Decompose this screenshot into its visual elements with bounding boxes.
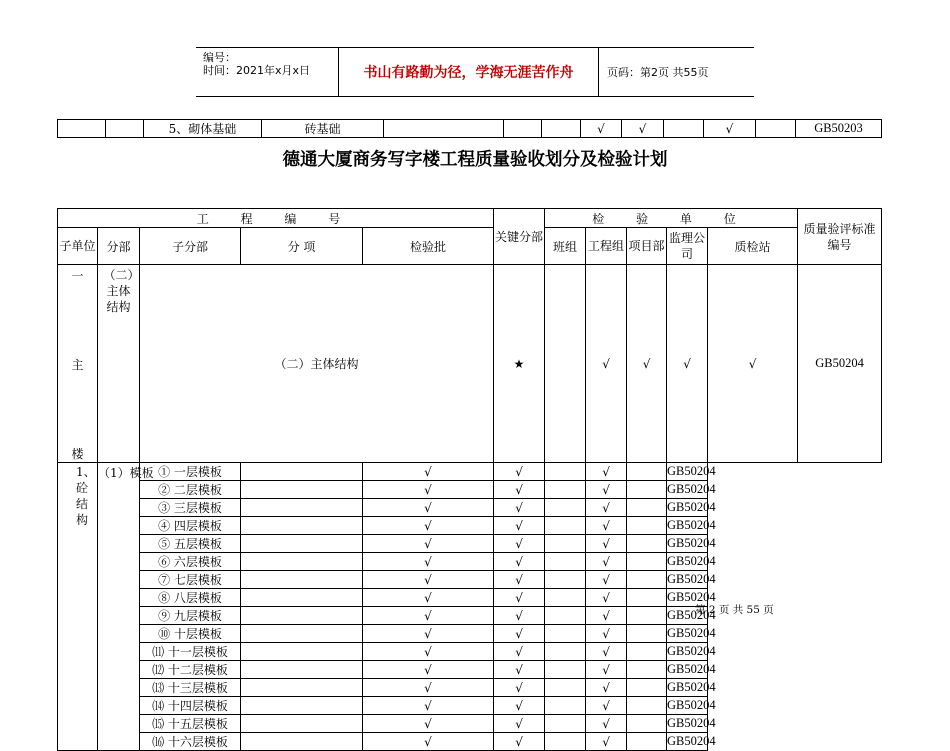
eng-cell: √ [494,697,545,715]
key-cell [241,553,363,571]
qc-cell [627,517,667,535]
prev-row-cell: GB50203 [796,120,882,138]
key-cell [241,679,363,697]
proj-cell [545,571,586,589]
col-header-key-division: 关键分部 [494,209,545,265]
subunit-main: 主 [71,358,84,372]
proj-cell [545,733,586,751]
qc-cell [627,697,667,715]
batch-cell: ⑾ 十一层模板 [140,643,241,661]
table-row [58,571,882,589]
eng-cell: √ [494,553,545,571]
page-footer: 第 2 页 共 55 页 [695,604,774,616]
proj-cell [545,607,586,625]
prev-row-cell: 砖基础 [262,120,384,138]
qc-cell [627,607,667,625]
qc-cell [627,499,667,517]
batch-cell: ⑧ 八层模板 [140,589,241,607]
key-cell [241,481,363,499]
document-title: 德通大厦商务写字楼工程质量验收划分及检验计划 [282,150,668,170]
standard-cell: GB50204 [667,625,708,643]
standard-cell: GB50204 [667,589,708,607]
division-row-team [545,265,586,463]
proj-cell [545,715,586,733]
prev-row-cell [384,120,504,138]
key-cell [241,697,363,715]
team-cell: √ [363,643,494,661]
proj-cell [545,589,586,607]
batch-cell: ⑤ 五层模板 [140,535,241,553]
batch-cell: ④ 四层模板 [140,517,241,535]
proj-cell [545,679,586,697]
key-cell [241,607,363,625]
table-row [58,553,882,571]
qc-cell [627,589,667,607]
key-cell [241,463,363,481]
sup-cell: √ [586,697,627,715]
sup-cell: √ [586,553,627,571]
key-cell [241,517,363,535]
standard-cell: GB50204 [667,607,708,625]
sup-cell: √ [586,517,627,535]
prev-row-cell [504,120,542,138]
standard-cell: GB50204 [667,715,708,733]
subunit-cell [58,265,98,463]
prev-row-cell [664,120,704,138]
eng-cell: √ [494,535,545,553]
col-header-subdivision: 子分部 [140,228,241,265]
division-row-key: ★ [494,265,545,463]
batch-cell: ⒁ 十四层模板 [140,697,241,715]
batch-cell: ⒂ 十五层模板 [140,715,241,733]
proj-cell [545,499,586,517]
table-row [58,661,882,679]
batch-cell: ⒃ 十六层模板 [140,733,241,751]
qc-cell [627,643,667,661]
sup-cell: √ [586,715,627,733]
division-cell: （二）主体结构 [98,265,140,463]
sup-cell: √ [586,463,627,481]
col-header-team: 班组 [545,228,586,265]
table-row [58,499,882,517]
eng-cell: √ [494,481,545,499]
batch-cell: ⑥ 六层模板 [140,553,241,571]
subunit-building: 楼 [71,447,84,461]
division-row-label: （二）主体结构 [140,265,494,463]
header-page-label: 页码：第2页 共55页 [607,66,709,79]
prev-row-cell [756,120,796,138]
header-time-label: 时间：2021年x月x日 [203,64,311,77]
standard-cell: GB50204 [667,481,708,499]
key-cell [241,571,363,589]
page-header [196,47,754,97]
proj-cell [545,463,586,481]
sup-cell: √ [586,589,627,607]
prev-row-cell [542,120,581,138]
division-row-sup: √ [667,265,708,463]
standard-cell: GB50204 [667,463,708,481]
eng-cell: √ [494,499,545,517]
team-cell: √ [363,661,494,679]
prev-row-cell: 5、砌体基础 [144,120,262,138]
standard-cell: GB50204 [667,553,708,571]
table-row [58,715,882,733]
key-cell [241,625,363,643]
sup-cell: √ [586,679,627,697]
key-cell [241,715,363,733]
standard-cell: GB50204 [667,571,708,589]
proj-cell [545,517,586,535]
group-header-project: 工 程 编 号 [58,209,494,228]
eng-cell: √ [494,607,545,625]
col-header-standard: 质量验评标准编号 [798,209,882,265]
table-row [58,679,882,697]
inspection-plan-table [57,208,882,751]
key-cell [241,661,363,679]
sup-cell: √ [586,643,627,661]
team-cell: √ [363,553,494,571]
eng-cell: √ [494,625,545,643]
previous-section-row [57,119,882,138]
col-header-project-dept: 项目部 [627,228,667,265]
eng-cell: √ [494,661,545,679]
team-cell: √ [363,715,494,733]
qc-cell [627,481,667,499]
eng-cell: √ [494,589,545,607]
sup-cell: √ [586,535,627,553]
division-row-standard: GB50204 [798,265,882,463]
qc-cell [627,679,667,697]
proj-cell [545,643,586,661]
batch-cell: ⑩ 十层模板 [140,625,241,643]
table-row [58,697,882,715]
sup-cell: √ [586,481,627,499]
prev-row-cell [106,120,144,138]
team-cell: √ [363,589,494,607]
table-row [58,625,882,643]
eng-cell: √ [494,643,545,661]
key-cell [241,589,363,607]
subunit-one: 一 [71,269,84,283]
team-cell: √ [363,499,494,517]
key-cell [241,643,363,661]
col-header-supervisor: 监理公司 [667,228,708,265]
standard-cell: GB50204 [667,643,708,661]
qc-cell [627,733,667,751]
prev-row-cell: √ [581,120,622,138]
batch-cell: ⑨ 九层模板 [140,607,241,625]
team-cell: √ [363,607,494,625]
team-cell: √ [363,463,494,481]
key-cell [241,733,363,751]
standard-cell: GB50204 [667,697,708,715]
batch-cell: ② 二层模板 [140,481,241,499]
subdivision-cell: 1、 砼结构 [58,463,98,751]
table-row [58,481,882,499]
col-header-eng-group: 工程组 [586,228,627,265]
proj-cell [545,625,586,643]
division-row-proj: √ [627,265,667,463]
qc-cell [627,553,667,571]
eng-cell: √ [494,517,545,535]
eng-cell: √ [494,571,545,589]
team-cell: √ [363,535,494,553]
division-row-qc: √ [708,265,798,463]
col-header-batch: 检验批 [363,228,494,265]
batch-cell: ⒀ 十三层模板 [140,679,241,697]
qc-cell [627,463,667,481]
eng-cell: √ [494,679,545,697]
header-number-label: 编号： [203,51,236,64]
batch-cell: ⑦ 七层模板 [140,571,241,589]
sup-cell: √ [586,607,627,625]
proj-cell [545,535,586,553]
col-header-quality-station: 质检站 [708,228,798,265]
key-cell [241,535,363,553]
team-cell: √ [363,517,494,535]
table-row [58,733,882,751]
table-row [58,535,882,553]
group-header-inspection-unit: 检 验 单 位 [545,209,798,228]
eng-cell: √ [494,733,545,751]
proj-cell [545,553,586,571]
header-meta [196,48,338,96]
standard-cell: GB50204 [667,733,708,751]
table-row [58,643,882,661]
prev-row-cell: √ [704,120,756,138]
division-row-eng: √ [586,265,627,463]
batch-cell: ⑿ 十二层模板 [140,661,241,679]
sup-cell: √ [586,625,627,643]
team-cell: √ [363,571,494,589]
qc-cell [627,625,667,643]
item-cell: （1）模板 [98,463,140,751]
standard-cell: GB50204 [667,679,708,697]
sup-cell: √ [586,661,627,679]
team-cell: √ [363,625,494,643]
qc-cell [627,715,667,733]
proj-cell [545,481,586,499]
qc-cell [627,535,667,553]
sup-cell: √ [586,571,627,589]
eng-cell: √ [494,715,545,733]
sup-cell: √ [586,499,627,517]
col-header-item: 分 项 [241,228,363,265]
team-cell: √ [363,679,494,697]
batch-cell: ③ 三层模板 [140,499,241,517]
team-cell: √ [363,481,494,499]
standard-cell: GB50204 [667,661,708,679]
proj-cell [545,697,586,715]
standard-cell: GB50204 [667,499,708,517]
prev-row-cell [58,120,106,138]
standard-cell: GB50204 [667,535,708,553]
eng-cell: √ [494,463,545,481]
col-header-subunit: 子单位 [58,228,98,265]
col-header-division: 分部 [98,228,140,265]
prev-row-cell: √ [622,120,664,138]
qc-cell [627,571,667,589]
standard-cell: GB50204 [667,517,708,535]
proj-cell [545,661,586,679]
team-cell: √ [363,733,494,751]
key-cell [241,499,363,517]
sup-cell: √ [586,733,627,751]
qc-cell [627,661,667,679]
batch-cell: ① 一层模板 [140,463,241,481]
header-slogan: 书山有路勤为径，学海无涯苦作舟 [338,48,599,96]
team-cell: √ [363,697,494,715]
table-row [58,517,882,535]
table-row [58,463,882,481]
